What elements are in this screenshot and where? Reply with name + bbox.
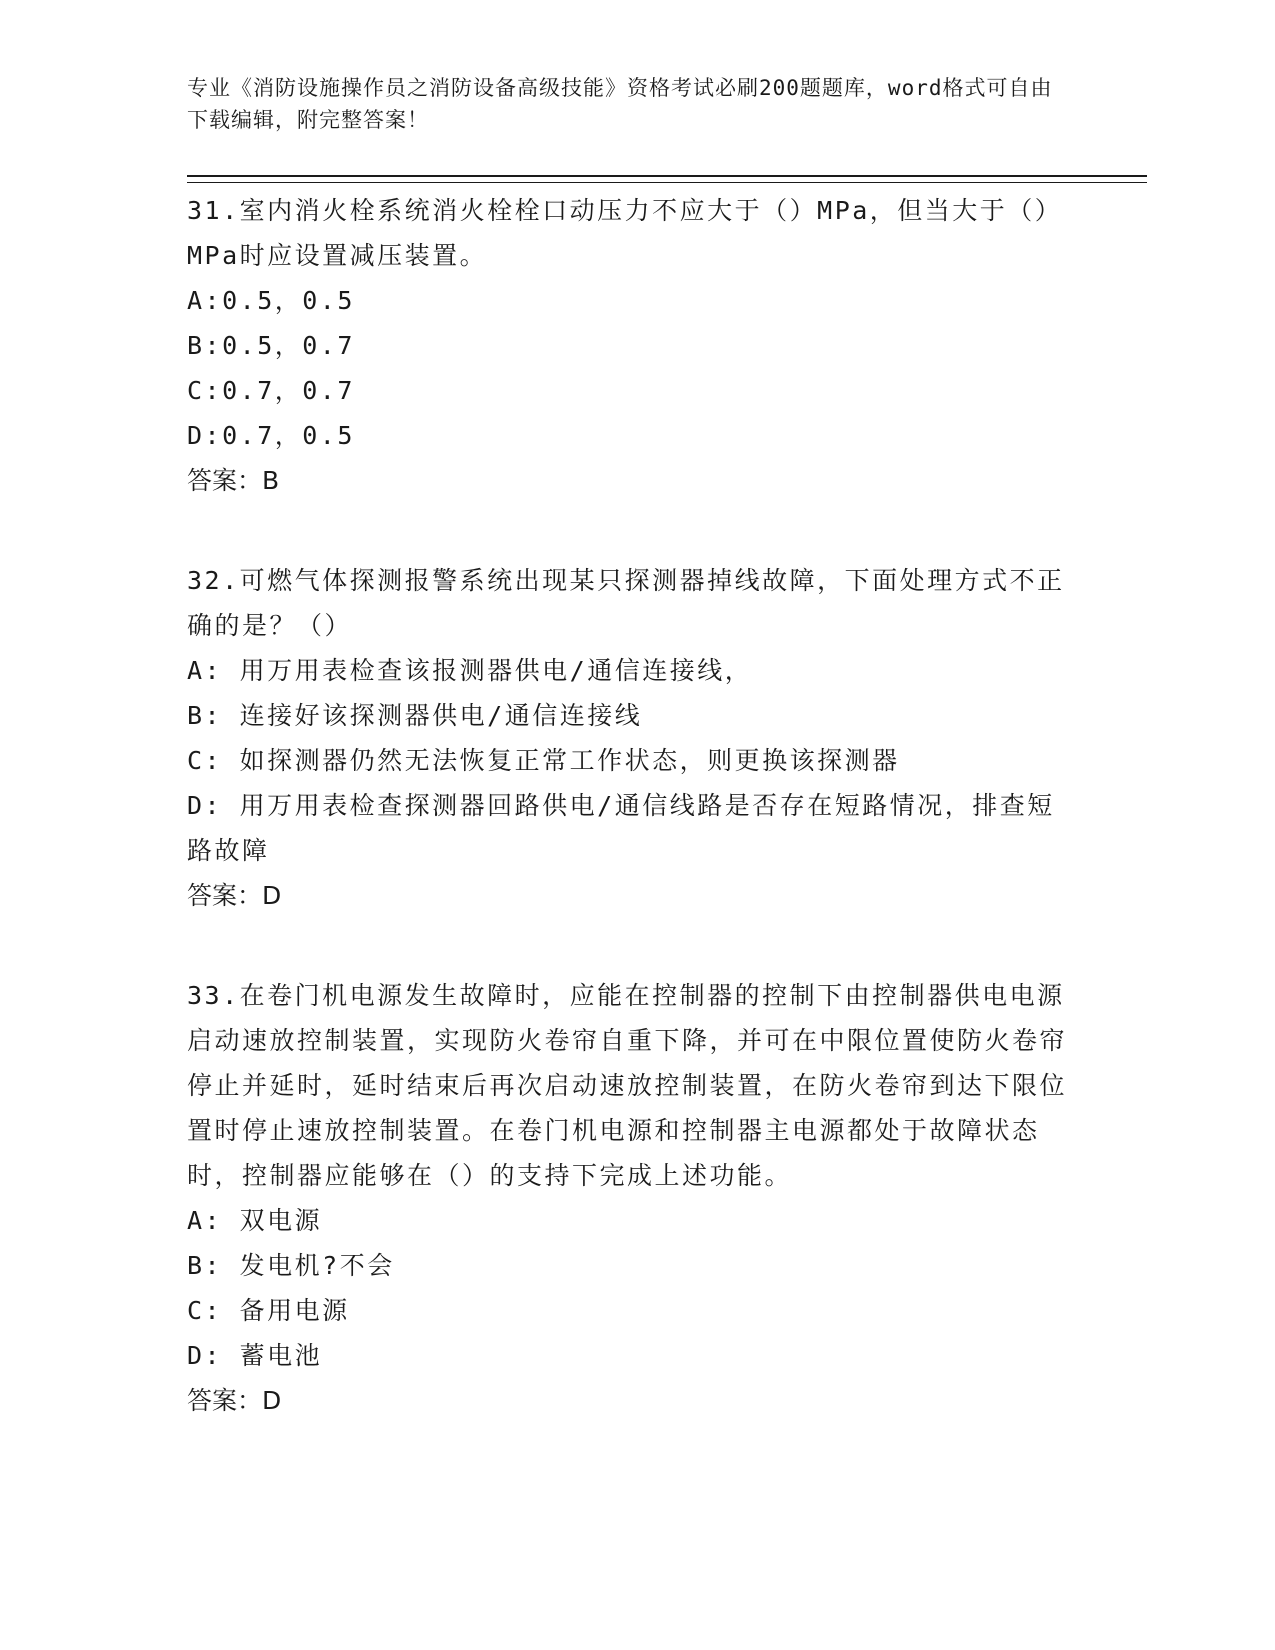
option-b: B: 发电机?不会 — [187, 1251, 395, 1280]
document-header: 专业《消防设施操作员之消防设备高级技能》资格考试必刷200题题库，word格式可自由下载编辑，附完整答案！ — [187, 76, 1053, 132]
option-c: C: 备用电源 — [187, 1296, 350, 1325]
question-text: 32.可燃气体探测报警系统出现某只探测器掉线故障，下面处理方式不正确的是？（） — [187, 566, 1065, 640]
option-c: C:0.7，0.7 — [187, 376, 355, 405]
header-divider — [187, 175, 1147, 183]
option-a: A: 双电源 — [187, 1206, 323, 1235]
answer-line: 答案：B — [187, 466, 280, 495]
option-a: A: 用万用表检查该报测器供电/通信连接线， — [187, 656, 753, 685]
question-31 — [187, 188, 1067, 503]
option-c: C: 如探测器仍然无法恢复正常工作状态，则更换该探测器 — [187, 746, 900, 775]
option-b: B:0.5，0.7 — [187, 331, 355, 360]
option-a: A:0.5，0.5 — [187, 286, 355, 315]
question-text: 33.在卷门机电源发生故障时，应能在控制器的控制下由控制器供电电源启动速放控制装置，实现防火卷帘自重下降，并可在中限位置使防火卷帘停止并延时，延时结束后再次启动速放控制装置，在防火卷帘到达下限位置时停止速放控制装置。在卷门机电源和控制器主电源都处于故障状态时，控制器应能够在（）的支持下完成上述功能。 — [187, 981, 1068, 1190]
option-d: D:0.7，0.5 — [187, 421, 355, 450]
answer-line: 答案：D — [187, 881, 282, 910]
question-33 — [187, 973, 1067, 1423]
option-b: B: 连接好该探测器供电/通信连接线 — [187, 701, 643, 730]
option-d: D: 用万用表检查探测器回路供电/通信线路是否存在短路情况，排查短路故障 — [187, 791, 1055, 865]
question-list — [187, 188, 1067, 1478]
answer-line: 答案：D — [187, 1386, 282, 1415]
option-d: D: 蓄电池 — [187, 1341, 323, 1370]
question-32 — [187, 558, 1067, 918]
question-text: 31.室内消火栓系统消火栓栓口动压力不应大于（）MPa，但当大于（）MPa时应设置减压装置。 — [187, 196, 1063, 270]
